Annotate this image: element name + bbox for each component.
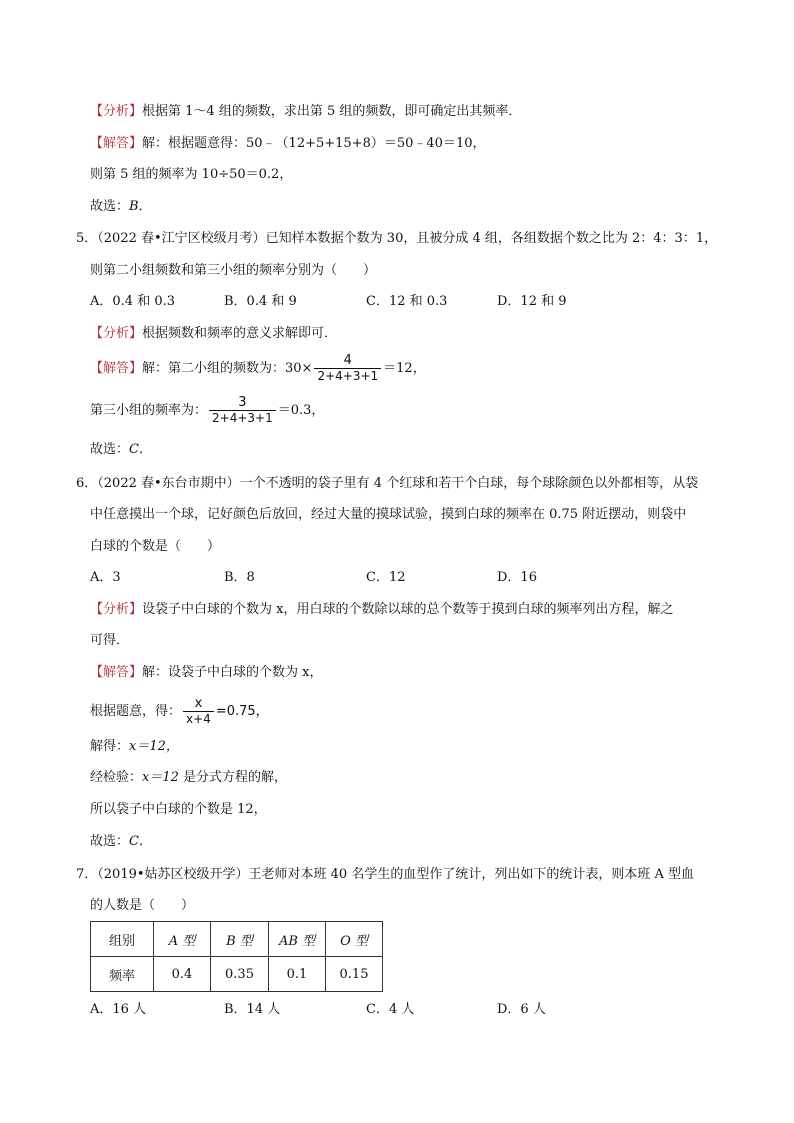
q5-stem-line1 — [76, 230, 717, 248]
line2-suffix: ＝0.3， — [277, 403, 325, 418]
table-header-cell: A 型 — [154, 922, 211, 957]
answer-suffix: ． — [138, 834, 152, 849]
answer-letter: B — [129, 199, 139, 214]
q6-equation — [90, 696, 269, 727]
question-number: 6． — [76, 476, 98, 491]
q6-stem-line3: 白球的个数是（ ） — [90, 539, 221, 554]
line2-prefix: 第三小组的频率为： — [90, 403, 208, 418]
solve-prefix: 解得： — [90, 739, 130, 754]
q7-option-c[interactable]: C．4 人 — [366, 1002, 415, 1017]
q5-option-c[interactable]: C．12 和 0.3 — [366, 294, 448, 309]
check-prefix: 经检验： — [90, 770, 143, 785]
answer-prefix: 故选： — [90, 442, 130, 457]
answer-letter: C — [129, 834, 139, 849]
q5-answer — [90, 441, 152, 459]
q7-option-d[interactable]: D．6 人 — [497, 1002, 546, 1017]
table-cell: 0.35 — [211, 957, 269, 992]
q6-option-a[interactable]: A．3 — [90, 570, 121, 585]
question-stem: （2022 春•江宁区校级月考）已知样本数据个数为 30，且被分成 4 组，各组数据个数之比为 2：4：3：1， — [97, 231, 718, 246]
q4-solution — [90, 135, 486, 153]
check-suffix: 是分式方程的解， — [178, 770, 288, 785]
table-header-cell: B 型 — [211, 922, 269, 957]
q5-option-b[interactable]: B．0.4 和 9 — [224, 294, 297, 309]
q6-option-c[interactable]: C．12 — [366, 570, 406, 585]
analysis-text: 根据频数和频率的意义求解即可． — [142, 326, 338, 341]
solution-tag: 【解答】 — [90, 136, 143, 151]
q6-analysis-line2: 可得． — [90, 633, 130, 648]
fraction-denominator: 2+4+3+1 — [314, 368, 381, 384]
q5-stem-line2: 则第二小组频数和第三小组的频率分别为（ ） — [90, 263, 377, 278]
table-header-cell: 组别 — [91, 922, 154, 957]
question-number: 5． — [76, 231, 98, 246]
answer-prefix: 故选： — [90, 199, 130, 214]
solution-tag: 【解答】 — [90, 665, 143, 680]
solution-text: 解：设袋子中白球的个数为 x， — [142, 665, 323, 680]
q5-option-a[interactable]: A．0.4 和 0.3 — [90, 294, 176, 309]
q4-answer — [90, 198, 152, 216]
table-cell: 0.15 — [326, 957, 383, 992]
q7-option-a[interactable]: A．16 人 — [90, 1002, 147, 1017]
q6-solve — [90, 738, 179, 756]
table-header-cell: O 型 — [326, 922, 383, 957]
equation-suffix: =0.75， — [215, 704, 269, 719]
solution-tag: 【解答】 — [90, 361, 143, 376]
q5-option-d[interactable]: D．12 和 9 — [497, 294, 567, 309]
q6-option-b[interactable]: B．8 — [224, 570, 255, 585]
q5-solution — [90, 353, 426, 384]
q6-check — [90, 769, 287, 787]
q6-option-d[interactable]: D．16 — [497, 570, 537, 585]
analysis-tag: 【分析】 — [90, 602, 143, 617]
q4-solution-line2: 则第 5 组的频率为 10÷50＝0.2， — [90, 167, 293, 182]
answer-letter: C — [129, 442, 139, 457]
table-cell: 0.4 — [154, 957, 211, 992]
q6-conclusion: 所以袋子中白球的个数是 12， — [90, 802, 267, 817]
question-stem: （2019•姑苏区校级开学）王老师对本班 40 名学生的血型作了统计，列出如下的统计表，则本班 A 型血 — [97, 867, 694, 882]
fraction-denominator: x+4 — [183, 711, 214, 727]
equation-prefix: 根据题意，得： — [90, 704, 182, 719]
analysis-text: 根据第 1～4 组的频数，求出第 5 组的频数，即可确定出其频率． — [142, 104, 522, 119]
q6-analysis — [90, 601, 673, 619]
table-row-label: 频率 — [91, 957, 154, 992]
table-row — [91, 957, 383, 992]
question-stem: （2022 春•东台市期中）一个不透明的袋子里有 4 个红球和若干个白球，每个球除颜色以外都相等，从袋 — [97, 476, 699, 491]
q6-answer — [90, 833, 152, 851]
q6-stem-line1 — [76, 475, 698, 493]
q5-solution-line2 — [90, 395, 324, 426]
fraction-second-group — [314, 353, 381, 384]
solution-suffix: ＝12， — [383, 361, 426, 376]
solution-text: 解：根据题意得：50﹣（12+5+15+8）＝50﹣40＝10， — [142, 136, 486, 151]
fraction-denominator: 2+4+3+1 — [209, 410, 276, 426]
table-header-cell: AB 型 — [269, 922, 326, 957]
fraction-third-group — [209, 395, 276, 426]
q7-stem-line2: 的人数是（ ） — [90, 898, 195, 913]
q7-option-b[interactable]: B．14 人 — [224, 1002, 281, 1017]
equation-fraction — [183, 696, 214, 727]
answer-suffix: ． — [138, 442, 152, 457]
fraction-numerator: 3 — [238, 395, 247, 410]
q4-analysis — [90, 103, 521, 121]
q6-stem-line2: 中任意摸出一个球，记好颜色后放回，经过大量的摸球试验，摸到白球的频率在 0.75 附近摆动，则袋中 — [90, 507, 687, 522]
q6-solution — [90, 664, 322, 682]
blood-type-table — [90, 921, 383, 992]
analysis-text: 设袋子中白球的个数为 x，用白球的个数除以球的总个数等于摸到白球的频率列出方程，解之 — [142, 602, 674, 617]
fraction-numerator: 4 — [343, 353, 352, 368]
answer-prefix: 故选： — [90, 834, 130, 849]
answer-suffix: ． — [138, 199, 152, 214]
q5-analysis — [90, 325, 337, 343]
solve-value: x＝12， — [129, 739, 179, 754]
solution-prefix: 解：第二小组的频数为：30× — [142, 361, 313, 376]
question-number: 7． — [76, 867, 98, 882]
analysis-tag: 【分析】 — [90, 326, 143, 341]
table-header-row — [91, 922, 383, 957]
fraction-numerator: x — [194, 696, 203, 711]
analysis-tag: 【分析】 — [90, 104, 143, 119]
table-cell: 0.1 — [269, 957, 326, 992]
q7-stem-line1 — [76, 866, 694, 884]
check-value: x＝12 — [142, 770, 179, 785]
